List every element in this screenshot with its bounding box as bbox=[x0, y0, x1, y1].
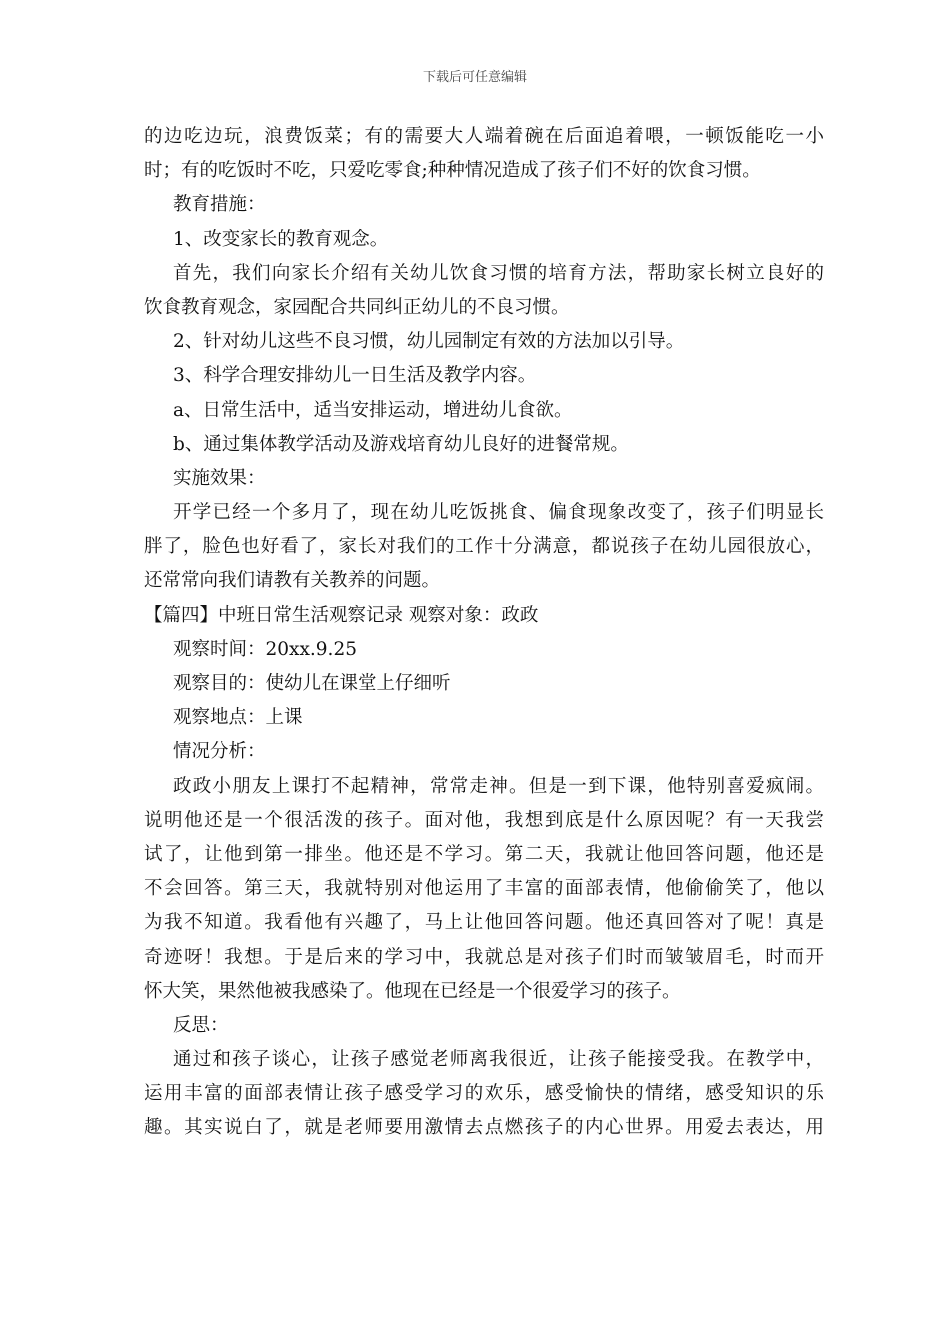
text-line: 试了，让他到第一排坐。他还是不学习。第二天，我就让他回答问题，他还是 bbox=[144, 843, 824, 865]
text-line: 观察地点：上课 bbox=[173, 707, 303, 729]
text-line: 奇迹呀！我想。于是后来的学习中，我就总是对孩子们时而皱皱眉毛，时而开 bbox=[144, 946, 824, 968]
text-line: 时；有的吃饭时不吃，只爱吃零食;种种情况造成了孩子们不好的饮食习惯。 bbox=[144, 160, 761, 182]
text-line: 还常常向我们请教有关教养的问题。 bbox=[144, 570, 441, 592]
text-line: 饮食教育观念，家园配合共同纠正幼儿的不良习惯。 bbox=[144, 296, 570, 318]
section-heading: 情况分析： bbox=[173, 741, 266, 763]
text-line: a、日常生活中，适当安排运动，增进幼儿食欲。 bbox=[173, 399, 573, 421]
text-line: 1、改变家长的教育观念。 bbox=[173, 228, 389, 250]
section-heading: 教育措施： bbox=[173, 194, 266, 216]
text-line: 通过和孩子谈心，让孩子感觉老师离我很近，让孩子能接受我。在教学中， bbox=[173, 1049, 824, 1071]
page-header: 下载后可任意编辑 bbox=[422, 70, 527, 85]
text-line: 运用丰富的面部表情让孩子感受学习的欢乐，感受愉快的情绪，感受知识的乐 bbox=[144, 1083, 824, 1105]
text-line: 首先，我们向家长介绍有关幼儿饮食习惯的培育方法，帮助家长树立良好的 bbox=[173, 262, 824, 284]
document-body bbox=[144, 120, 824, 1146]
text-line: 的边吃边玩，浪费饭菜；有的需要大人端着碗在后面追着喂，一顿饭能吃一小 bbox=[144, 126, 824, 147]
text-line: 2、针对幼儿这些不良习惯，幼儿园制定有效的方法加以引导。 bbox=[173, 331, 685, 353]
text-line: 政政小朋友上课打不起精神，常常走神。但是一到下课，他特别喜爱疯闹。 bbox=[173, 775, 824, 797]
text-line: 胖了，脸色也好看了，家长对我们的工作十分满意，都说孩子在幼儿园很放心， bbox=[144, 536, 824, 558]
text-line: b、通过集体教学活动及游戏培育幼儿良好的进餐常规。 bbox=[173, 433, 629, 455]
text-line: 观察目的：使幼儿在课堂上仔细听 bbox=[173, 673, 451, 694]
text-line: 不会回答。第三天，我就特别对他运用了丰富的面部表情，他偷偷笑了，他以 bbox=[144, 878, 824, 900]
text-line: 趣。其实说白了，就是老师要用激情去点燃孩子的内心世界。用爱去表达，用 bbox=[144, 1117, 824, 1139]
text-line: 3、科学合理安排幼儿一日生活及教学内容。 bbox=[173, 365, 537, 387]
section-heading: 反思： bbox=[173, 1014, 229, 1036]
text-line: 观察时间：20xx.9.25 bbox=[173, 638, 357, 660]
section-heading: 实施效果： bbox=[173, 467, 266, 489]
text-line: 为我不知道。我看他有兴趣了，马上让他回答问题。他还真回答对了呢！真是 bbox=[144, 912, 824, 934]
article-title: 【篇四】中班日常生活观察记录 观察对象：政政 bbox=[144, 604, 539, 626]
text-line: 开学已经一个多月了，现在幼儿吃饭挑食、偏食现象改变了，孩子们明显长 bbox=[173, 502, 824, 524]
text-line: 说明他还是一个很活泼的孩子。面对他，我想到底是什么原因呢？有一天我尝 bbox=[144, 809, 824, 831]
text-line: 怀大笑，果然他被我感染了。他现在已经是一个很爱学习的孩子。 bbox=[144, 980, 681, 1002]
